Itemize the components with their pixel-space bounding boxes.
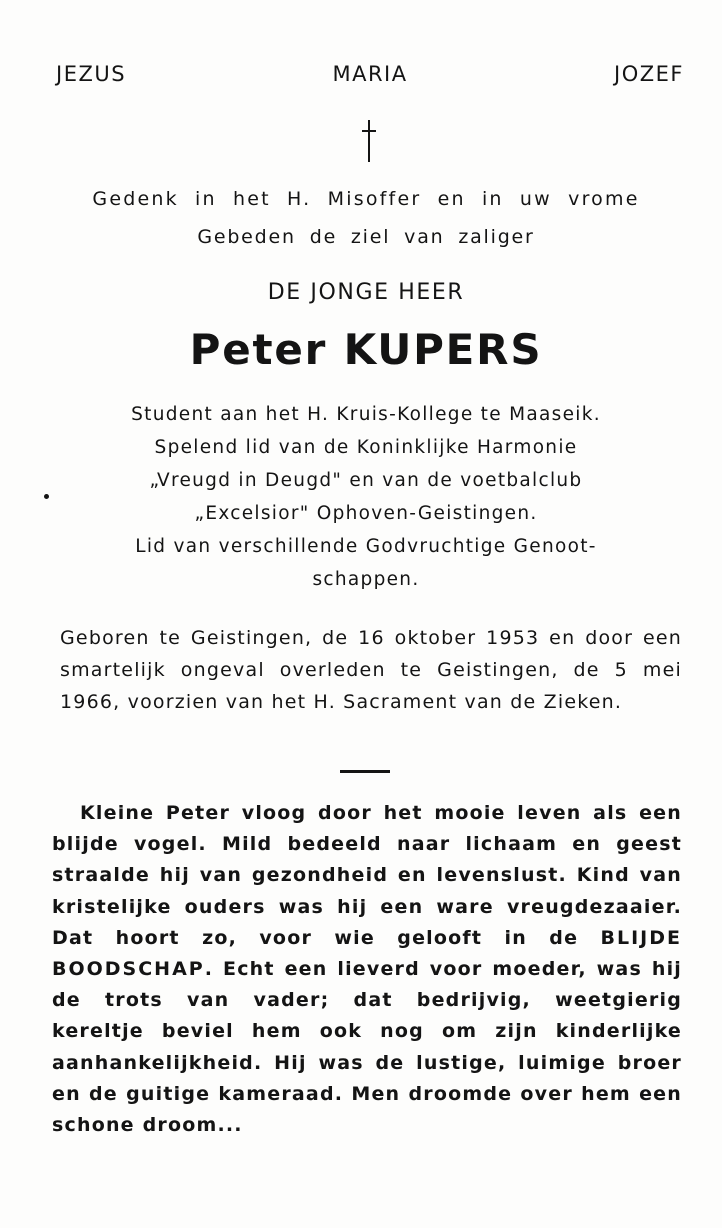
- story-caps: BLIJDE BOODSCHAP: [52, 926, 682, 981]
- story-text-1: Kleine Peter vloog door het mooie leven als een blijde vogel. Mild bedeeld naar lichaam en geest straalde hij van gezondheid en levenslust. Kind van kristelijke ouders was hij een ware vreugdezaaier. Dat hoort zo, voor wie gelooft in de: [52, 802, 682, 949]
- bio-line: „Vreugd in Deugd" en van de voetbalclub: [149, 470, 583, 491]
- header-center: MARIA: [332, 62, 408, 86]
- bio-line: Student aan het H. Kruis-Kollege te Maaseik.: [131, 404, 601, 425]
- story-text-2: . Echt een lieverd voor moeder, was hij de trots van vader; dat bedrijvig, weetgierig kereltje beviel hem ook nog om zijn kinderlijke aanhankelijkheid. Hij was de lustige, luimige broer en de guitige kameraad. Men droomde over hem een schone droom...: [52, 958, 682, 1137]
- intro-line-1: Gedenk in het H. Misoffer en in uw vrome: [92, 188, 640, 210]
- biography: [40, 398, 692, 596]
- header-left: JEZUS: [56, 62, 127, 86]
- birth-death-paragraph: Geboren te Geistingen, de 16 oktober 1953 en door een smartelijk ongeval overleden te Geistingen, de 5 mei 1966, voorzien van het H. Sacrament van de Zieken.: [60, 627, 682, 713]
- deceased-name: Peter KUPERS: [189, 325, 543, 374]
- bio-line: Spelend lid van de Koninklijke Harmonie: [154, 437, 578, 458]
- section-divider: [340, 770, 390, 773]
- holy-names-header: [56, 62, 684, 86]
- intro-line-2: Gebeden de ziel van zaliger: [197, 226, 535, 248]
- memorial-paragraph: [52, 798, 682, 1141]
- bio-line: schappen.: [312, 569, 420, 590]
- bio-line: Lid van verschillende Godvruchtige Genoot-: [135, 536, 597, 557]
- cross-icon: [359, 120, 379, 162]
- header-right: JOZEF: [614, 62, 684, 86]
- bio-line: „Excelsior" Ophoven-Geistingen.: [194, 503, 538, 524]
- honorific-title: DE JONGE HEER: [267, 280, 465, 305]
